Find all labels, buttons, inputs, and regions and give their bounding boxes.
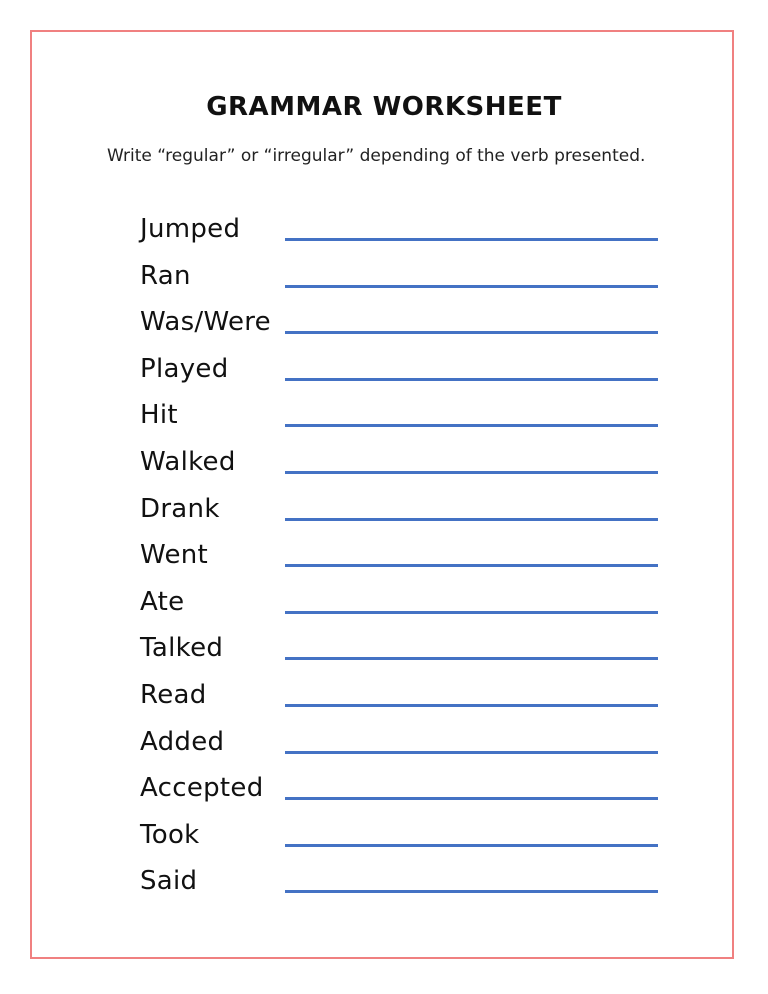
verb-row bbox=[140, 443, 660, 490]
answer-line[interactable] bbox=[285, 238, 658, 241]
verb-row bbox=[140, 257, 660, 304]
verb-label: Hit bbox=[140, 400, 178, 431]
verb-row bbox=[140, 629, 660, 676]
verb-list bbox=[140, 210, 660, 909]
verb-row bbox=[140, 816, 660, 863]
answer-line[interactable] bbox=[285, 285, 658, 288]
verb-label: Jumped bbox=[140, 214, 241, 244]
answer-line[interactable] bbox=[285, 378, 658, 381]
verb-label: Ran bbox=[140, 260, 191, 291]
answer-line[interactable] bbox=[285, 564, 658, 567]
verb-label: Added bbox=[140, 726, 225, 757]
verb-label: Took bbox=[140, 819, 200, 850]
verb-row bbox=[140, 350, 660, 397]
verb-row bbox=[140, 490, 660, 537]
page-title: GRAMMAR WORKSHEET bbox=[206, 92, 562, 122]
verb-row bbox=[140, 303, 660, 350]
answer-line[interactable] bbox=[285, 424, 658, 427]
verb-label: Was/Were bbox=[140, 307, 271, 338]
verb-row bbox=[140, 396, 660, 443]
answer-line[interactable] bbox=[285, 331, 658, 334]
verb-label: Went bbox=[140, 540, 209, 571]
answer-line[interactable] bbox=[285, 704, 658, 707]
verb-label: Said bbox=[140, 866, 198, 897]
answer-line[interactable] bbox=[285, 797, 658, 800]
verb-row bbox=[140, 862, 660, 909]
answer-line[interactable] bbox=[285, 751, 658, 754]
verb-label: Read bbox=[140, 679, 207, 710]
verb-row bbox=[140, 583, 660, 630]
answer-line[interactable] bbox=[285, 471, 658, 474]
verb-label: Accepted bbox=[140, 773, 264, 804]
verb-label: Ate bbox=[140, 586, 185, 617]
answer-line[interactable] bbox=[285, 611, 658, 614]
verb-row bbox=[140, 723, 660, 770]
verb-row bbox=[140, 210, 660, 257]
instructions-text: Write “regular” or “irregular” depending of the verb presented. bbox=[107, 146, 646, 166]
verb-label: Drank bbox=[140, 493, 220, 524]
answer-line[interactable] bbox=[285, 844, 658, 847]
answer-line[interactable] bbox=[285, 657, 658, 660]
verb-row bbox=[140, 536, 660, 583]
verb-label: Talked bbox=[140, 633, 224, 664]
verb-label: Played bbox=[140, 353, 229, 384]
verb-row bbox=[140, 676, 660, 723]
verb-row bbox=[140, 769, 660, 816]
answer-line[interactable] bbox=[285, 890, 658, 893]
answer-line[interactable] bbox=[285, 518, 658, 521]
verb-label: Walked bbox=[140, 446, 236, 477]
